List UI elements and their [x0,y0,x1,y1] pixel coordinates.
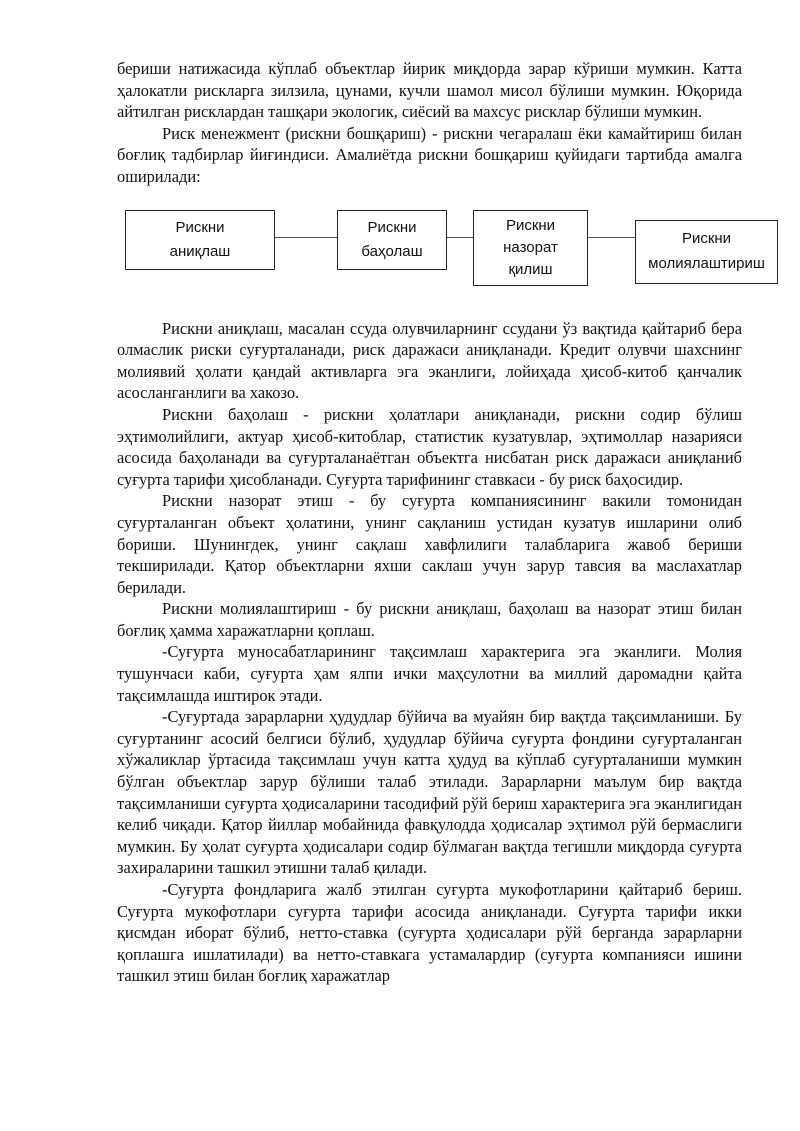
paragraph-6: Рискни молиялаштириш - бу рискни аниқлаш, баҳолаш ва назорат этиш билан боғлиқ ҳамма харажатларни қоплаш. [117,599,742,640]
risk-identification-box [125,210,275,270]
box-label-line: Рискни [175,218,225,236]
box-label-line: молиялаштириш [648,255,765,273]
box-label-line: Рискни [505,216,556,234]
risk-financing-box [635,220,778,284]
connector-line [447,237,473,238]
risk-control-box [473,210,588,286]
paragraph-5: Рискни назорат этиш - бу суғурта компаниясининг вакили томонидан суғурталанган объект ҳолатини, унинг сақланиш устидан кузатув ишларини олиб бориши. Шунингдек, унинг сақлаш хавфлилиги талабларига жавоб бериши текширилади. Қатор объектларни яхши саклаш учун зарур тавсия ва маслахатлар берилади. [117,491,742,597]
document-page [117,58,765,987]
paragraph-3: Рискни аниқлаш, масалан ссуда олувчиларнинг ссудани ўз вақтида қайтариб бера олмаслик риски суғурталанади, риск даражаси аниқланади. Кредит олувчи шахснинг молиявий ҳолати қандай активларга эга эканлиги, лойиҳада ҳисоб-китоб қанчалик асосланганлиги ва хакозо. [117,318,742,403]
connector-line [275,237,337,238]
paragraph-8: -Суғуртада зарарларни ҳудудлар бўйича ва муайян бир вақтда тақсимланиши. Бу суғуртанинг асосий белгиси бўлиб, ҳудудлар бўйича суғурта фондини суғурталанган хўжаликлар ўртасида тақсимлаш учун катта ҳудуд ва кўплаб суғурталаниши мумкин бўлган объектлар зарур бўлиши талаб этилади. Зарарларни маълум бир вақтда тақсимланиши суғурта ҳодисаларини тасодифий рўй бериш характерига эга эканлигидан келиб чиқади. Қатор йиллар мобайнида фавқулодда ҳодисалар эҳтимол рўй бермаслиги мумкин. Бу ҳолат суғурта ҳодисалари содир бўлмаган вақтда тегишли миқдорда суғурта захираларини ташкил этишни талаб қилади. [117,707,742,878]
paragraph-9: -Суғурта фондларига жалб этилган суғурта мукофотларини қайтариб бериш. Суғурта мукофотлари суғурта тарифи асосида аниқланади. Суғурта тарифи икки қисмдан иборат бўлиб, нетто-ставка (суғурта ҳодисалари рўй берганда зарарларни қоплашга ишлатилади) ва нетто-ставкага устамалардир (суғурта компанияси ишини ташкил этиш билан боғлиқ харажатлар [117,880,742,986]
box-label-line: назорат [503,238,558,256]
box-label-line: Рискни [681,229,732,247]
risk-assessment-box [337,210,447,270]
box-label-line: қилиш [508,260,553,278]
box-label-line: Рискни [367,218,417,236]
box-label-line: баҳолаш [361,242,423,260]
paragraph-1: бериши натижасида кўплаб объектлар йирик миқдорда зарар кўриши мумкин. Катта ҳалокатли рискларга зилзила, цунами, кучли шамол мисол бўлиши мумкин. Юқорида айтилган рисклардан ташқари экологик, сиёсий ва махсус рисклар бўлиши мумкин. [117,59,742,122]
box-label-line: аниқлаш [169,242,231,260]
paragraph-2: Риск менежмент (рискни бошқариш) - рискни чегаралаш ёки камайтириш билан боғлиқ тадбирлар йиғиндиси. Амалиётда рискни бошқариш қуйидаги тартибда амалга оширилади: [117,123,742,186]
paragraph-4: Рискни баҳолаш - рискни ҳолатлари аниқланади, рискни содир бўлиш эҳтимолийлиги, актуар ҳисоб-китоблар, статистик кузатувлар, эҳтимоллар назарияси асосида баҳоланади ва суғурталанаётган объектга нисбатан риск даражаси аниқланиб суғурта тарифи ҳисобланади. Суғурта тарифининг ставкаси - бу риск баҳосидир. [117,404,742,489]
connector-line [588,237,635,238]
paragraph-7: -Суғурта муносабатларининг тақсимлаш характерига эга эканлиги. Молия тушунчаси каби, суғурта ҳам ялпи ички маҳсулотни ва миллий даромадни қайта тақсимлашда иштирок этади. [117,642,742,705]
risk-management-diagram [117,210,765,312]
